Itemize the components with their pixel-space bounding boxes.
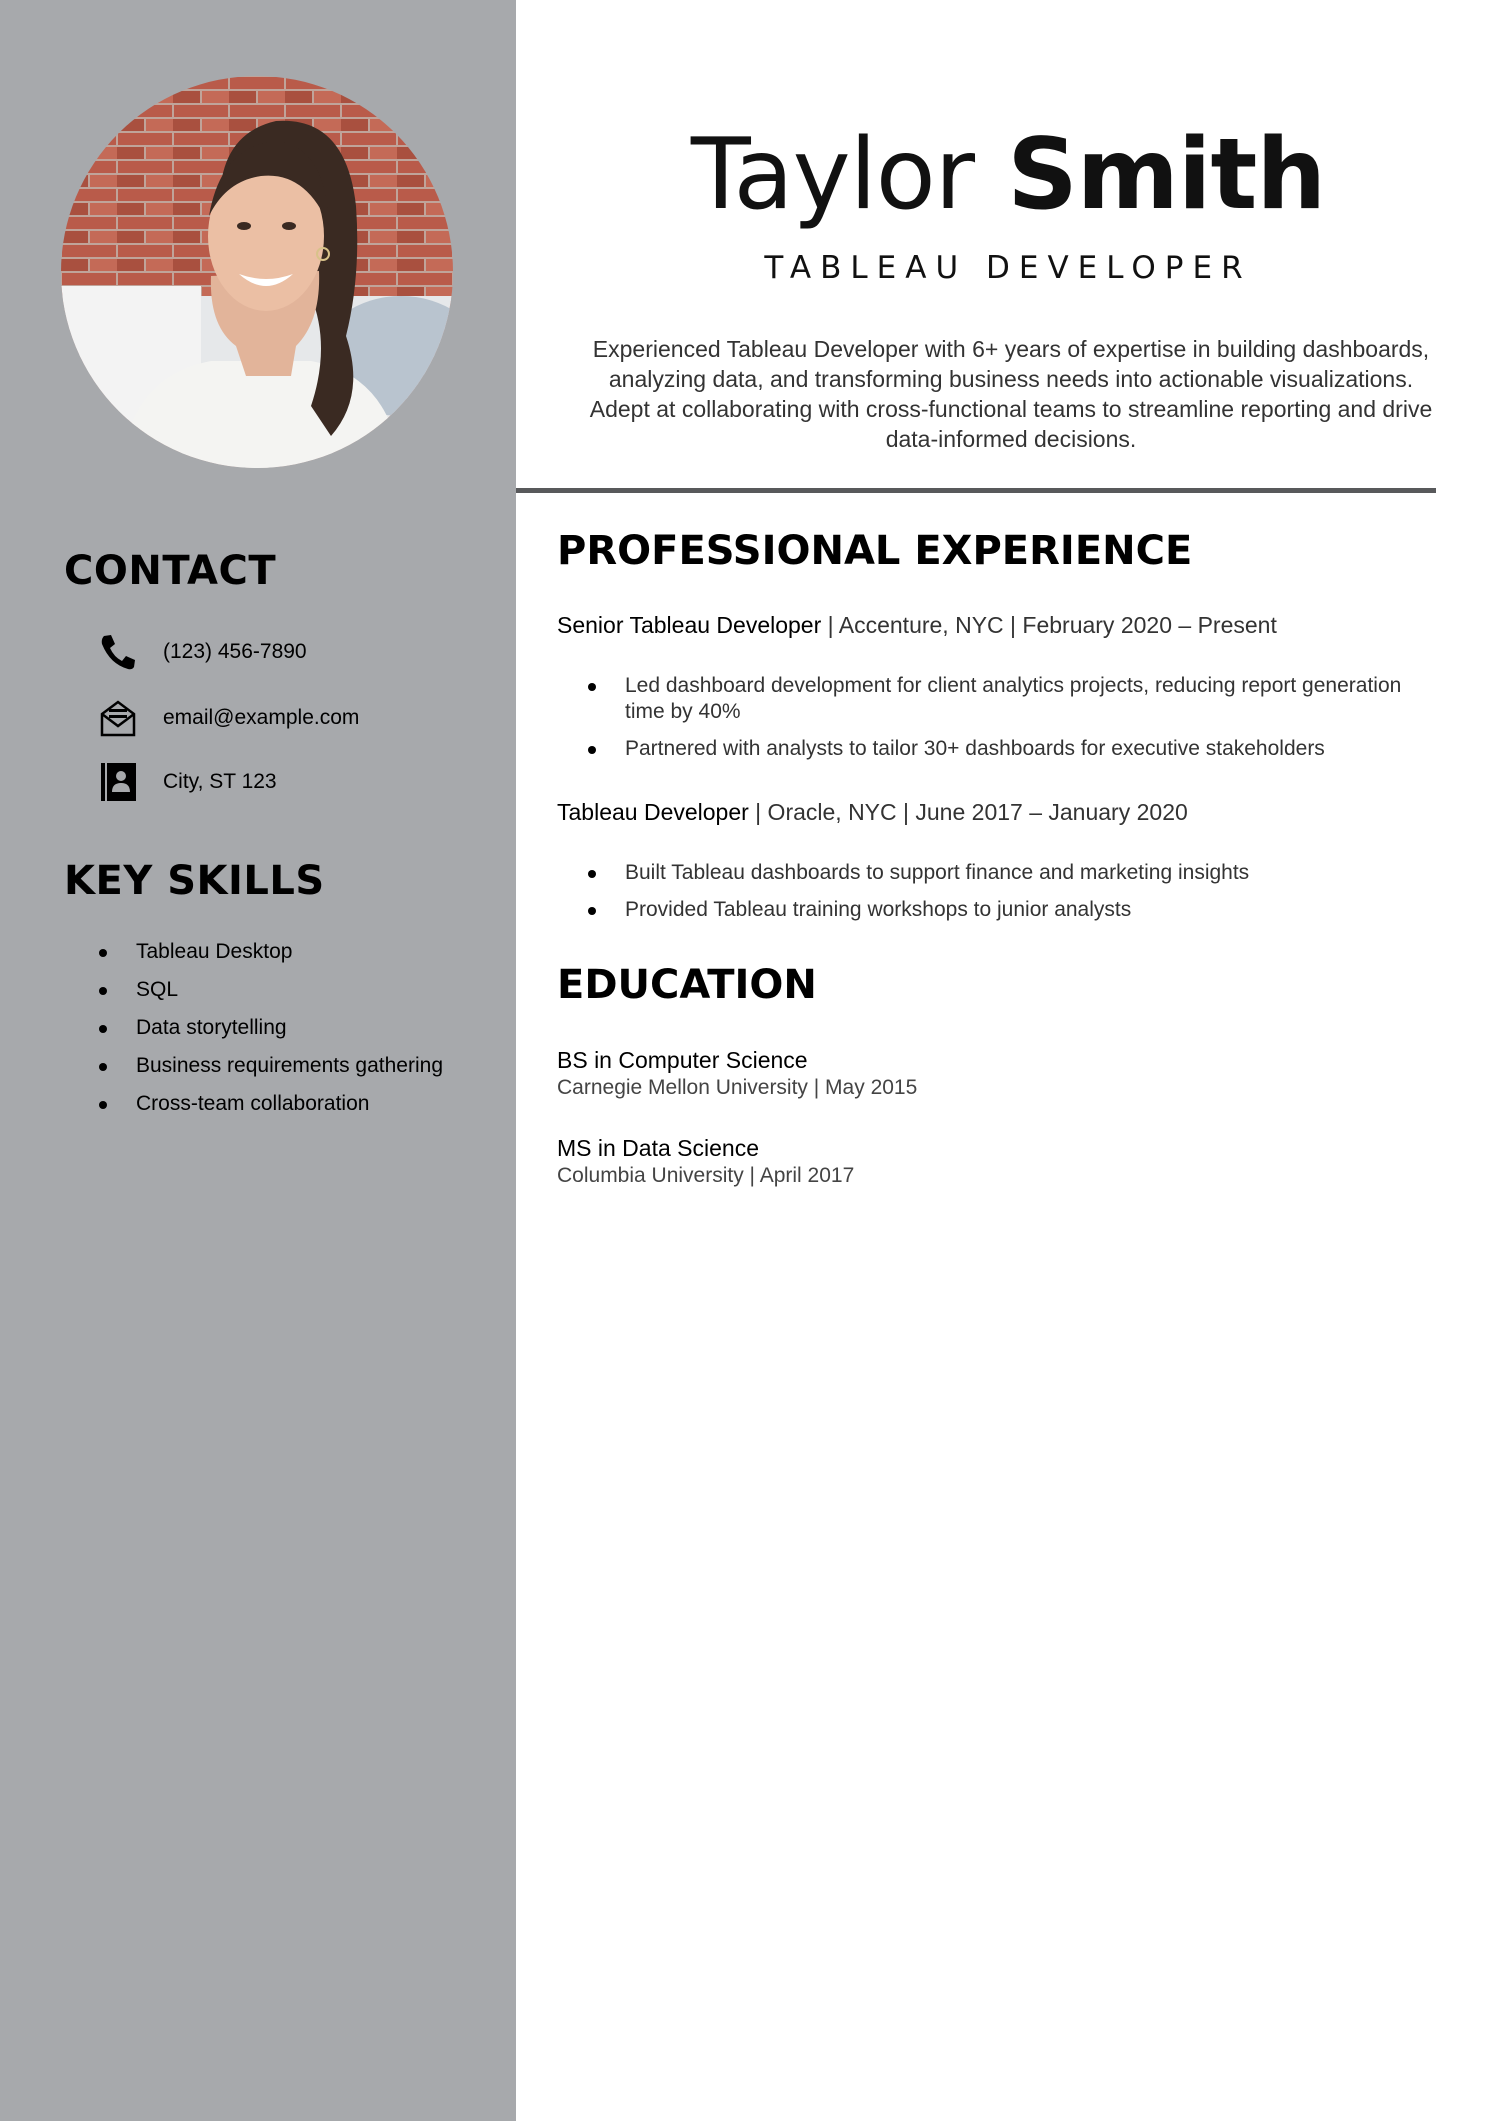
contact-phone (96, 630, 307, 674)
contact-heading: CONTACT (64, 548, 277, 594)
candidate-name (516, 110, 1500, 240)
job-header (557, 799, 1188, 826)
location: City, ST 123 (163, 770, 277, 793)
bullet-item: Partnered with analysts to tailor 30+ dashboards for executive stakeholders (580, 736, 1440, 762)
job-role: Senior Tableau Developer (557, 612, 822, 638)
contact-card-icon (96, 760, 140, 804)
skill-item: SQL (96, 975, 443, 1013)
education-heading: EDUCATION (557, 962, 817, 1008)
bullet-item: Built Tableau dashboards to support finance and marketing insights (580, 860, 1440, 886)
experience-heading: PROFESSIONAL EXPERIENCE (557, 528, 1193, 574)
job-role: Tableau Developer (557, 799, 749, 825)
skills-list (96, 937, 443, 1127)
bullet-item: Led dashboard development for client analytics projects, reducing report generation time by 40% (580, 673, 1440, 725)
job-bullets (580, 860, 1440, 934)
skill-item: Cross-team collaboration (96, 1089, 443, 1127)
school: Columbia University | April 2017 (557, 1164, 855, 1187)
phone-number: (123) 456-7890 (163, 640, 307, 663)
divider (516, 488, 1436, 493)
bullet-item: Provided Tableau training workshops to junior analysts (580, 897, 1440, 923)
job-title: TABLEAU DEVELOPER (764, 250, 1252, 286)
last-name: Smith (1007, 118, 1326, 232)
contact-email (96, 696, 359, 740)
skill-item: Tableau Desktop (96, 937, 443, 975)
degree: BS in Computer Science (557, 1047, 808, 1073)
skill-item: Business requirements gathering (96, 1051, 443, 1089)
envelope-icon (96, 696, 140, 740)
skills-heading: KEY SKILLS (64, 858, 325, 904)
contact-location (96, 760, 277, 804)
job-meta: | Oracle, NYC | June 2017 – January 2020 (748, 799, 1188, 825)
sidebar (0, 0, 516, 2121)
degree: MS in Data Science (557, 1135, 759, 1161)
phone-icon (96, 630, 140, 674)
job-bullets (580, 673, 1440, 773)
summary: Experienced Tableau Developer with 6+ years of expertise in building dashboards, analyzing data, and transforming business needs into actionable visualizations. Adept at collaborating with cross-functional teams to streamline reporting and drive data-informed decisions. (589, 336, 1433, 452)
first-name: Taylor (690, 118, 975, 232)
profile-photo (61, 76, 453, 468)
job-header (557, 612, 1277, 639)
email-address: email@example.com (163, 706, 360, 729)
school: Carnegie Mellon University | May 2015 (557, 1076, 918, 1099)
job-meta: | Accenture, NYC | February 2020 – Present (821, 612, 1277, 638)
skill-item: Data storytelling (96, 1013, 443, 1051)
